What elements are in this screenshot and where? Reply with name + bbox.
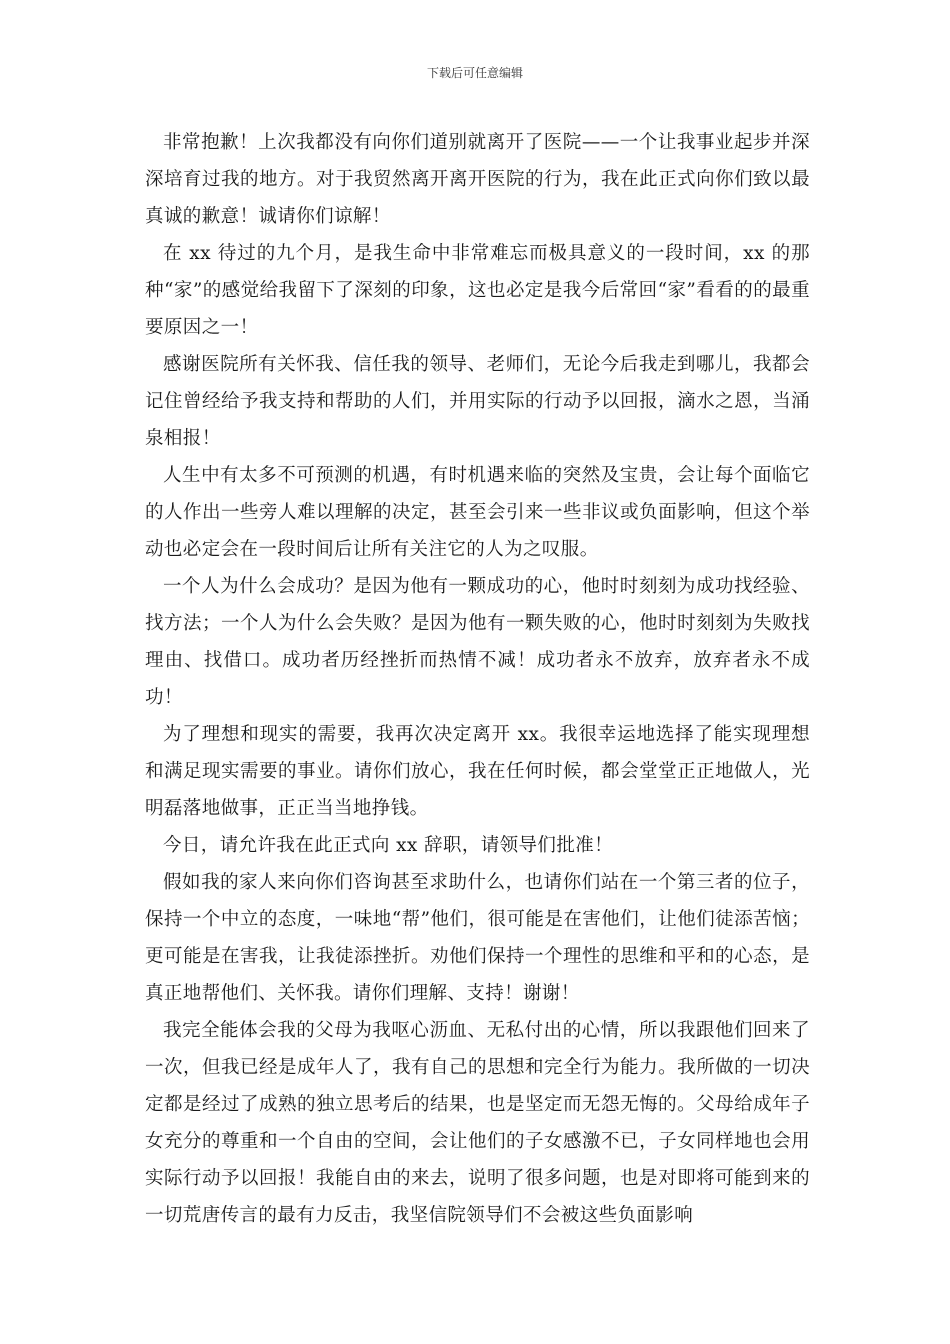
paragraph: 今日，请允许我在此正式向 xx 辞职，请领导们批准！: [163, 835, 614, 856]
document-body: [145, 124, 810, 1234]
paragraph: 感谢医院所有关怀我、信任我的领导、老师们，无论今后我走到哪儿，我都会记住曾经给予我支持和帮助的人们，并用实际的行动予以回报，滴水之恩，当涌泉相报！: [145, 354, 810, 449]
page-header: 下载后可任意编辑: [426, 66, 523, 80]
paragraph: 假如我的家人来向你们咨询甚至求助什么，也请你们站在一个第三者的位子，保持一个中立的态度，一味地“帮”他们，很可能是在害他们，让他们徒添苦恼；更可能是在害我，让我徒添挫折。劝他们保持一个理性的思维和平和的心态，是真正地帮他们、关怀我。请你们理解、支持！谢谢！: [145, 872, 810, 1004]
paragraph: 非常抱歉！上次我都没有向你们道别就离开了医院——一个让我事业起步并深深培育过我的地方。对于我贸然离开离开医院的行为，我在此正式向你们致以最真诚的歉意！诚请你们谅解！: [145, 132, 810, 227]
paragraph: 我完全能体会我的父母为我呕心沥血、无私付出的心情，所以我跟他们回来了一次，但我已经是成年人了，我有自己的思想和完全行为能力。我所做的一切决定都是经过了成熟的独立思考后的结果，也是坚定而无怨无悔的。父母给成年子女充分的尊重和一个自由的空间，会让他们的子女感激不已，子女同样地也会用实际行动予以回报！我能自由的来去，说明了很多问题，也是对即将可能到来的一切荒唐传言的最有力反击，我坚信院领导们不会被这些负面影响: [145, 1020, 810, 1226]
paragraph: 一个人为什么会成功？是因为他有一颗成功的心，他时时刻刻为成功找经验、找方法；一个人为什么会失败？是因为他有一颗失败的心，他时时刻刻为失败找理由、找借口。成功者历经挫折而热情不减！成功者永不放弃，放弃者永不成功！: [145, 576, 810, 708]
paragraph: 为了理想和现实的需要，我再次决定离开 xx。我很幸运地选择了能实现理想和满足现实需要的事业。请你们放心，我在任何时候，都会堂堂正正地做人，光明磊落地做事，正正当当地挣钱。: [145, 724, 811, 819]
paragraph: 人生中有太多不可预测的机遇，有时机遇来临的突然及宝贵，会让每个面临它的人作出一些旁人难以理解的决定，甚至会引来一些非议或负面影响，但这个举动也必定会在一段时间后让所有关注它的人为之叹服。: [145, 465, 810, 560]
paragraph: 在 xx 待过的九个月，是我生命中非常难忘而极具意义的一段时间，xx 的那种“家”的感觉给我留下了深刻的印象，这也必定是我今后常回“家”看看的的最重要原因之一！: [145, 243, 810, 338]
